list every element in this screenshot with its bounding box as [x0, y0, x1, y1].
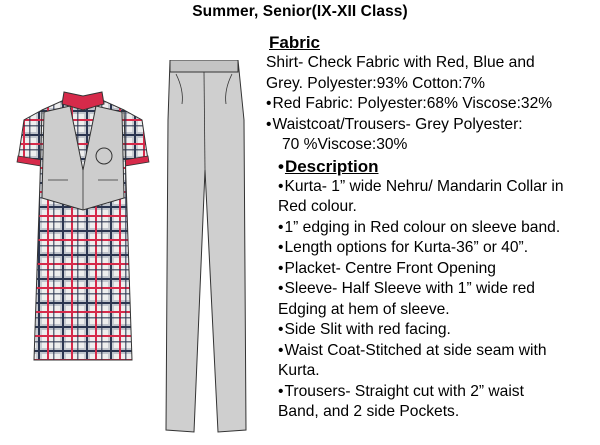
- description-line: Waist Coat-Stitched at side seam with: [284, 341, 547, 359]
- page-title: Summer, Senior(IX-XII Class): [192, 3, 408, 20]
- fabric-line: Waistcoat/Trousers- Grey Polyester:: [272, 115, 523, 133]
- trousers: [166, 60, 246, 432]
- description-line: Kurta.: [278, 362, 320, 379]
- fabric-heading: Fabric: [269, 33, 321, 52]
- fabric-line: Red Fabric: Polyester:68% Viscose:32%: [272, 95, 553, 112]
- fabric-line: 70 %Viscose:30%: [282, 136, 408, 153]
- description-line: Edging at hem of sleeve.: [278, 300, 450, 318]
- description-line: Trousers- Straight cut with 2” waist: [284, 382, 524, 400]
- description-line: Placket- Centre Front Opening: [284, 259, 496, 277]
- description-line: Red colour.: [278, 198, 357, 215]
- waist-band: [170, 60, 238, 72]
- fabric-line: Grey. Polyester:93% Cotton:7%: [266, 74, 485, 92]
- description-line: Kurta- 1” wide Nehru/ Mandarin Collar in: [284, 177, 564, 195]
- spec-text: [266, 32, 600, 423]
- trousers-drawing: [166, 60, 246, 432]
- description-line: 1” edging in Red colour on sleeve band.: [284, 218, 561, 236]
- description-line: Band, and 2 side Pockets.: [278, 403, 460, 420]
- description-line: Length options for Kurta-36” or 40”.: [284, 239, 529, 256]
- description-line: Side Slit with red facing.: [284, 321, 451, 338]
- description-heading: •Description: [266, 156, 600, 177]
- description-line: Sleeve- Half Sleeve with 1” wide red: [284, 280, 535, 297]
- uniform-illustration: [12, 60, 267, 445]
- kurta-drawing: [17, 92, 149, 360]
- fabric-line: Shirt- Check Fabric with Red, Blue and: [266, 54, 535, 71]
